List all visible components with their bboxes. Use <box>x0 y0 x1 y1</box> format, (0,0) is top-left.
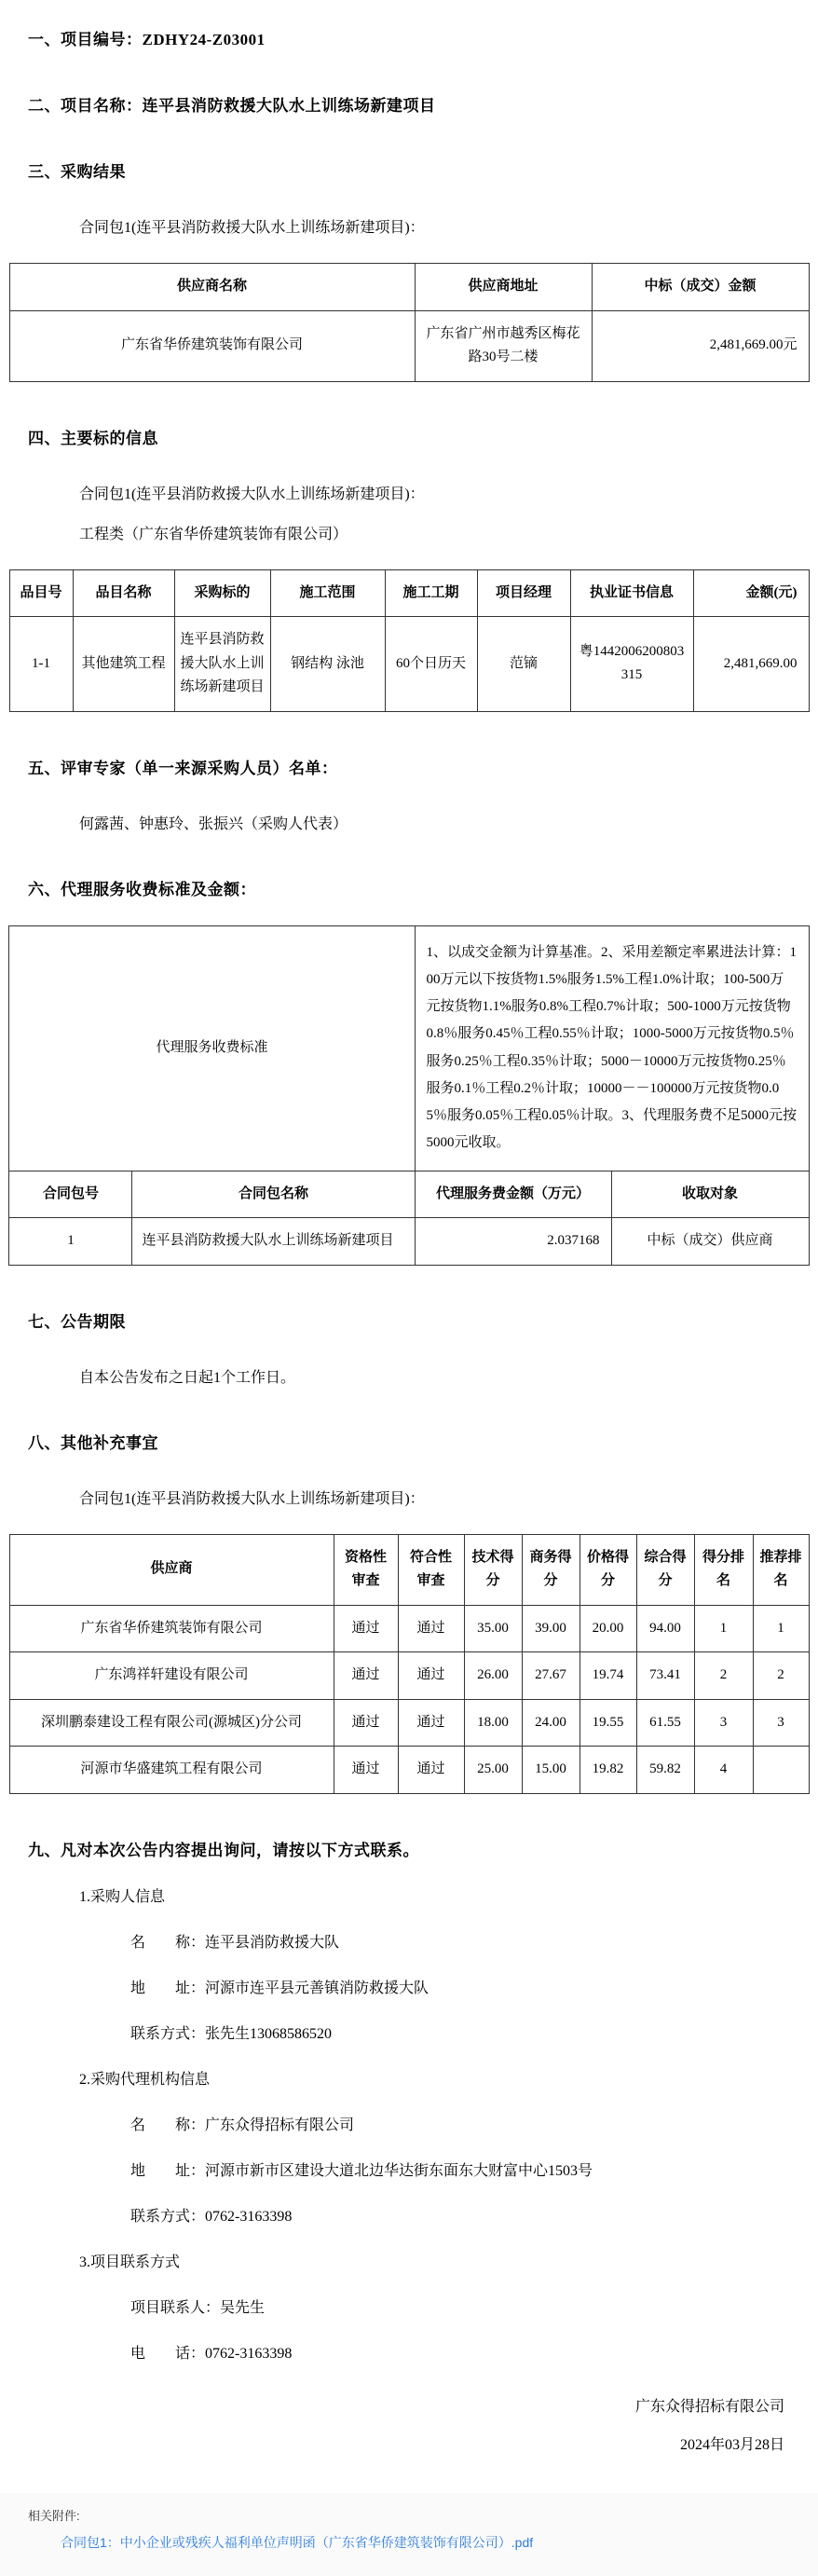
attachments-section <box>0 2493 818 2576</box>
conformity-cell: 通过 <box>398 1605 464 1652</box>
recommend-rank-cell <box>753 1747 809 1794</box>
project-contact-phone: 电 话：0762-3163398 <box>130 2345 293 2362</box>
col-header-supplier-address: 供应商地址 <box>415 264 592 311</box>
col-header-package-no: 合同包号 <box>9 1171 132 1218</box>
recommend-rank-cell: 3 <box>753 1699 809 1747</box>
section-8-supplementary: 八、其他补充事宜 <box>28 1433 158 1452</box>
col-header-certificate: 执业证书信息 <box>570 569 693 617</box>
subject-info-table <box>9 569 810 712</box>
contact-block <box>0 1884 818 2363</box>
award-amount-cell: 2,481,669.00元 <box>592 310 809 381</box>
col-header-subject: 采购标的 <box>174 569 270 617</box>
section-2-project-name: 二、项目名称：连平县消防救援大队水上训练场新建项目 <box>28 97 436 115</box>
table-header-row <box>9 1534 809 1605</box>
col-header-payer: 收取对象 <box>611 1171 809 1218</box>
fee-standard-label-cell: 代理服务收费标准 <box>9 925 415 1171</box>
col-header-item-no: 品目号 <box>9 569 73 617</box>
table-row <box>9 617 809 712</box>
col-header-business-score: 商务得分 <box>522 1534 579 1605</box>
score-row <box>9 1605 809 1652</box>
announcement-period-body: 自本公告发布之日起1个工作日。 <box>79 1369 296 1386</box>
agency-fee-table <box>8 925 809 1266</box>
duration-cell: 60个日历天 <box>385 617 477 712</box>
col-header-award-amount: 中标（成交）金额 <box>592 264 809 311</box>
fee-amount-cell: 2.037168 <box>415 1218 611 1266</box>
business-score-cell: 39.00 <box>522 1605 579 1652</box>
technical-score-cell: 35.00 <box>464 1605 522 1652</box>
table-row <box>9 1218 809 1266</box>
recommend-rank-cell: 1 <box>753 1605 809 1652</box>
signature-company: 广东众得招标有限公司 <box>634 2398 784 2415</box>
qualification-cell: 通过 <box>334 1699 398 1747</box>
price-score-cell: 20.00 <box>579 1605 636 1652</box>
score-rank-cell: 3 <box>694 1699 753 1747</box>
business-score-cell: 24.00 <box>522 1699 579 1747</box>
payer-cell: 中标（成交）供应商 <box>611 1218 809 1266</box>
scope-cell: 钢结构 泳池 <box>270 617 385 712</box>
manager-cell: 范镝 <box>477 617 570 712</box>
agency-name: 名 称：广东众得招标有限公司 <box>130 2117 355 2133</box>
col-header-supplier: 供应商 <box>9 1534 334 1605</box>
conformity-cell: 通过 <box>398 1699 464 1747</box>
conformity-cell: 通过 <box>398 1747 464 1794</box>
total-score-cell: 61.55 <box>636 1699 694 1747</box>
category-line: 工程类（广东省华侨建筑装饰有限公司） <box>79 526 348 542</box>
col-header-conformity-review: 符合性审查 <box>398 1534 464 1605</box>
agency-contact: 联系方式：0762-3163398 <box>130 2208 293 2225</box>
table-header-row <box>9 569 809 617</box>
technical-score-cell: 25.00 <box>464 1747 522 1794</box>
score-row <box>9 1699 809 1747</box>
project-contact-title: 3.项目联系方式 <box>79 2254 181 2270</box>
signature-date: 2024年03月28日 <box>679 2436 784 2453</box>
col-header-item-name: 品目名称 <box>73 569 174 617</box>
table-header-row <box>9 1171 809 1218</box>
score-row <box>9 1652 809 1700</box>
section-9-contact: 九、凡对本次公告内容提出询问，请按以下方式联系。 <box>28 1841 419 1859</box>
purchaser-contact: 联系方式：张先生13068586520 <box>130 2025 333 2042</box>
package-line: 合同包1(连平县消防救援大队水上训练场新建项目)： <box>79 1490 425 1507</box>
col-header-recommend-rank: 推荐排名 <box>753 1534 809 1605</box>
table-header-row <box>9 264 809 311</box>
package-line: 合同包1(连平县消防救援大队水上训练场新建项目)： <box>79 486 425 502</box>
supplier-cell: 广东鸿祥轩建设有限公司 <box>9 1652 334 1700</box>
purchaser-name: 名 称：连平县消防救援大队 <box>130 1934 340 1951</box>
recommend-rank-cell: 2 <box>753 1652 809 1700</box>
attachment-link-pdf[interactable]: 合同包1：中小企业或残疾人福利单位声明函（广东省华侨建筑装饰有限公司）.pdf <box>61 2534 534 2550</box>
section-3-procurement-result: 三、采购结果 <box>28 163 126 181</box>
certificate-cell: 粤1442006200803315 <box>570 617 693 712</box>
total-score-cell: 94.00 <box>636 1605 694 1652</box>
section-4-subject-info: 四、主要标的信息 <box>28 429 158 447</box>
qualification-cell: 通过 <box>334 1652 398 1700</box>
col-header-score-rank: 得分排名 <box>694 1534 753 1605</box>
section-5-review-experts: 五、评审专家（单一来源采购人员）名单： <box>28 759 338 777</box>
subject-cell: 连平县消防救援大队水上训练场新建项目 <box>174 617 270 712</box>
col-header-amount: 金额(元) <box>693 569 809 617</box>
package-name-cell: 连平县消防救援大队水上训练场新建项目 <box>132 1218 415 1266</box>
conformity-cell: 通过 <box>398 1652 464 1700</box>
score-rank-cell: 2 <box>694 1652 753 1700</box>
total-score-cell: 73.41 <box>636 1652 694 1700</box>
col-header-price-score: 价格得分 <box>579 1534 636 1605</box>
supplier-cell: 广东省华侨建筑装饰有限公司 <box>9 1605 334 1652</box>
project-contact-person: 项目联系人：吴先生 <box>130 2299 266 2316</box>
package-no-cell: 1 <box>9 1218 132 1266</box>
review-score-table <box>9 1534 810 1794</box>
expert-names: 何露茜、钟惠玲、张振兴（采购人代表） <box>79 815 348 832</box>
agency-address: 地 址：河源市新市区建设大道北边华达街东面东大财富中心1503号 <box>130 2162 593 2179</box>
col-header-scope: 施工范围 <box>270 569 385 617</box>
qualification-cell: 通过 <box>334 1605 398 1652</box>
price-score-cell: 19.55 <box>579 1699 636 1747</box>
purchaser-info-title: 1.采购人信息 <box>79 1888 166 1905</box>
item-no-cell: 1-1 <box>9 617 73 712</box>
col-header-manager: 项目经理 <box>477 569 570 617</box>
business-score-cell: 27.67 <box>522 1652 579 1700</box>
package-line: 合同包1(连平县消防救援大队水上训练场新建项目)： <box>79 220 425 236</box>
col-header-technical-score: 技术得分 <box>464 1534 522 1605</box>
price-score-cell: 19.82 <box>579 1747 636 1794</box>
item-name-cell: 其他建筑工程 <box>73 617 174 712</box>
attachments-label: 相关附件: <box>28 2508 80 2523</box>
business-score-cell: 15.00 <box>522 1747 579 1794</box>
supplier-cell: 深圳鹏泰建设工程有限公司(源城区)分公司 <box>9 1699 334 1747</box>
total-score-cell: 59.82 <box>636 1747 694 1794</box>
col-header-fee-amount: 代理服务费金额（万元） <box>415 1171 611 1218</box>
section-7-announcement-period: 七、公告期限 <box>28 1312 126 1331</box>
col-header-duration: 施工工期 <box>385 569 477 617</box>
col-header-qualification-review: 资格性审查 <box>334 1534 398 1605</box>
supplier-address-cell: 广东省广州市越秀区梅花路30号二楼 <box>415 310 592 381</box>
fee-standard-row <box>9 925 809 1171</box>
score-rank-cell: 1 <box>694 1605 753 1652</box>
supplier-cell: 河源市华盛建筑工程有限公司 <box>9 1747 334 1794</box>
purchaser-address: 地 址：河源市连平县元善镇消防救援大队 <box>130 1980 429 1996</box>
score-row <box>9 1747 809 1794</box>
technical-score-cell: 18.00 <box>464 1699 522 1747</box>
fee-standard-text-cell: 1、以成交金额为计算基准。2、采用差额定率累进法计算：100万元以下按货物1.5%服务1.5%工程1.0%计取；100-500万元按货物1.1%服务0.8%工程0.7%计取；500-1000万元按货物0.8％服务0.45％工程0.55％计取；1000-5000万元按货物0.5％服务0.25％工程0.35％计取；5000－10000万元按货物0.25％服务0.1％工程0.2％计取；10000－－100000万元按货物0.05％服务0.05％工程0.05％计取。3、代理服务费不足5000元按5000元收取。 <box>415 925 809 1171</box>
col-header-total-score: 综合得分 <box>636 1534 694 1605</box>
col-header-supplier-name: 供应商名称 <box>9 264 415 311</box>
supplier-name-cell: 广东省华侨建筑装饰有限公司 <box>9 310 415 381</box>
score-rank-cell: 4 <box>694 1747 753 1794</box>
col-header-package-name: 合同包名称 <box>132 1171 415 1218</box>
price-score-cell: 19.74 <box>579 1652 636 1700</box>
table-row <box>9 310 809 381</box>
section-6-agency-fee: 六、代理服务收费标准及金额： <box>28 880 256 898</box>
agency-info-title: 2.采购代理机构信息 <box>79 2071 211 2088</box>
qualification-cell: 通过 <box>334 1747 398 1794</box>
procurement-result-table <box>9 263 810 382</box>
amount-cell: 2,481,669.00 <box>693 617 809 712</box>
section-1-project-number: 一、项目编号：ZDHY24-Z03001 <box>28 31 266 48</box>
technical-score-cell: 26.00 <box>464 1652 522 1700</box>
